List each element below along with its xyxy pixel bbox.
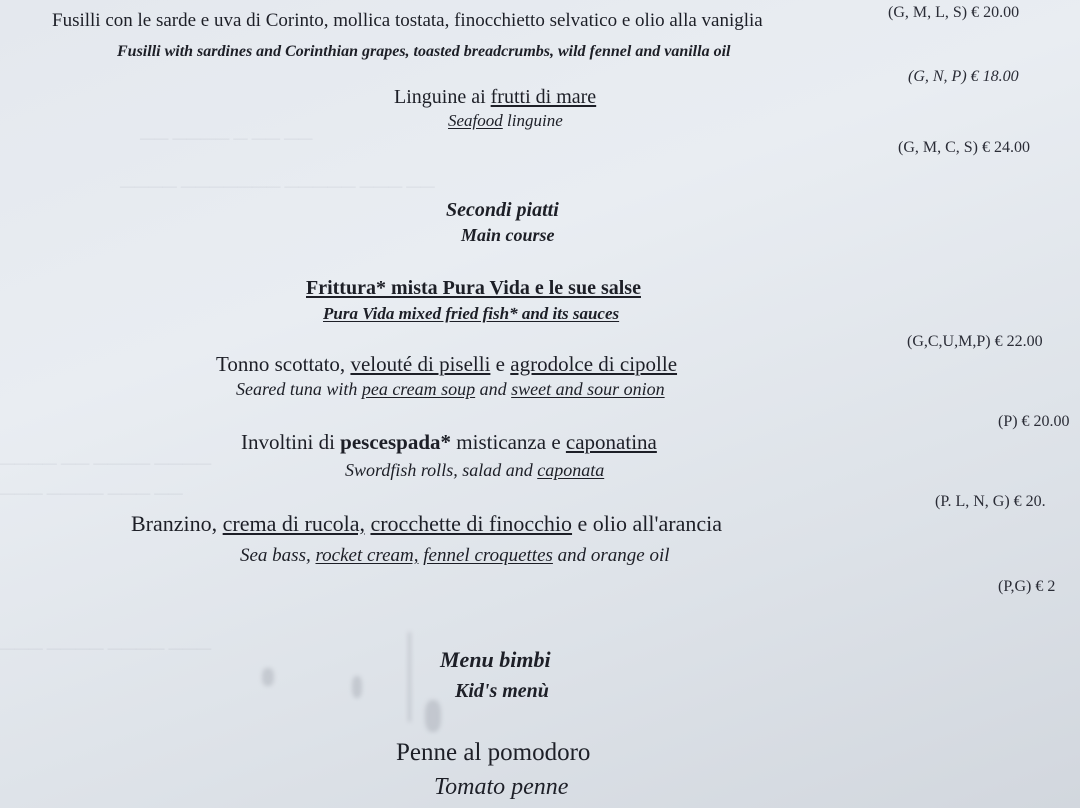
- secondi-title: Secondi piatti: [446, 199, 559, 221]
- show-through-text: ——— ———— ——— ——: [0, 485, 183, 502]
- linguine-english: Seafood linguine: [448, 111, 563, 130]
- fusilli-italian: Fusilli con le sarde e uva di Corinto, mollica tostata, finocchietto selvatico e olio alla vaniglia: [52, 10, 763, 31]
- branzino-italian: Branzino, crema di rucola, crocchette di finocchio e olio all'arancia: [131, 511, 722, 536]
- bimbi-title: Menu bimbi: [440, 647, 551, 672]
- shadow-mark: [425, 700, 441, 732]
- branzino-english: Sea bass, rocket cream, fennel croquettes and orange oil: [240, 545, 670, 566]
- branzino-price: (P,G) € 2: [998, 578, 1056, 595]
- tonno-price: (P) € 20.00: [998, 413, 1070, 430]
- show-through-text: ——— ———— ———— ———: [0, 640, 212, 657]
- show-through-text: —— ———— — —— ——: [140, 130, 313, 147]
- fusilli-price: (G, M, L, S) € 20.00: [888, 4, 1020, 21]
- involtini-price: (P. L, N, G) € 20.: [935, 493, 1046, 510]
- secondi-subtitle: Main course: [461, 225, 555, 245]
- bimbi-subtitle: Kid's menù: [455, 680, 549, 702]
- frittura-english: Pura Vida mixed fried fish* and its sauces: [323, 304, 620, 323]
- penne-italian: Penne al pomodoro: [396, 739, 591, 766]
- involtini-italian: Involtini di pescespada* misticanza e caponatina: [241, 430, 657, 454]
- tonno-english: Seared tuna with pea cream soup and sweet and sour onion: [236, 379, 665, 399]
- shadow-mark: [352, 676, 362, 698]
- price-24: (G, M, C, S) € 24.00: [898, 139, 1031, 156]
- show-through-text: ———— ——————— ————— ——— ——: [120, 178, 435, 195]
- shadow-mark: [262, 668, 274, 686]
- show-through-text: ———— —— ———— ————: [0, 455, 212, 472]
- frittura-italian: Frittura* mista Pura Vida e le sue salse: [306, 277, 641, 299]
- tonno-italian: Tonno scottato, velouté di piselli e agrodolce di cipolle: [216, 352, 678, 376]
- frittura-price: (G,C,U,M,P) € 22.00: [907, 333, 1043, 350]
- fusilli-english: Fusilli with sardines and Corinthian grapes, toasted breadcrumbs, wild fennel and vanilla oil: [117, 43, 731, 60]
- penne-english: Tomato penne: [434, 774, 569, 800]
- linguine-price: (G, N, P) € 18.00: [908, 68, 1019, 85]
- involtini-english: Swordfish rolls, salad and caponata: [345, 460, 605, 480]
- linguine-italian: Linguine ai frutti di mare: [394, 86, 597, 108]
- shadow-mark: [408, 632, 411, 722]
